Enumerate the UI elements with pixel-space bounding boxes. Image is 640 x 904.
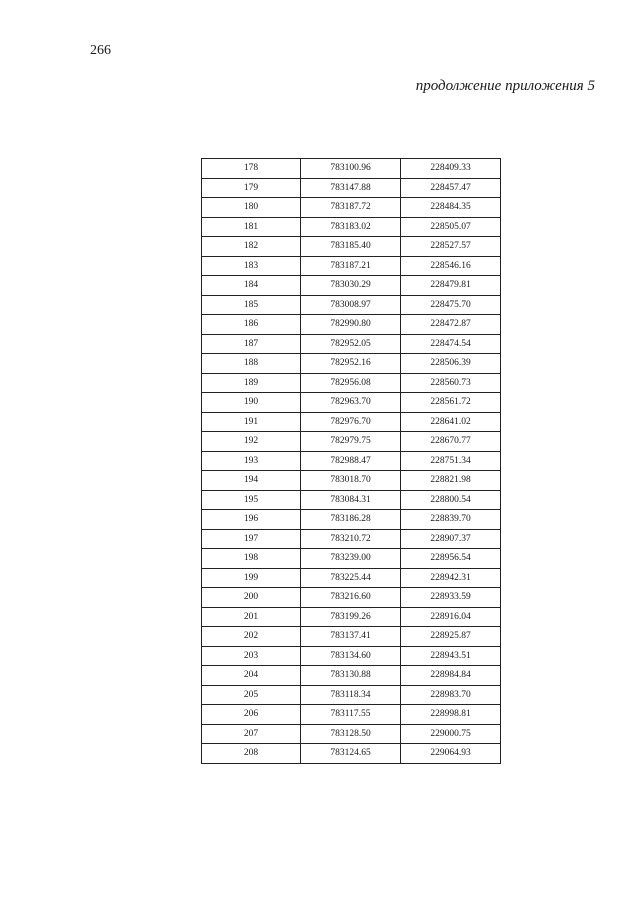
y-coordinate-cell: 228479.81 bbox=[401, 276, 501, 296]
point-number-cell: 185 bbox=[202, 295, 301, 315]
x-coordinate-cell: 782952.05 bbox=[301, 334, 401, 354]
y-coordinate-cell: 228800.54 bbox=[401, 490, 501, 510]
y-coordinate-cell: 228546.16 bbox=[401, 256, 501, 276]
y-coordinate-cell: 228925.87 bbox=[401, 627, 501, 647]
y-coordinate-cell: 228933.59 bbox=[401, 588, 501, 608]
table-row bbox=[202, 627, 501, 647]
point-number-cell: 203 bbox=[202, 646, 301, 666]
x-coordinate-cell: 783186.28 bbox=[301, 510, 401, 530]
x-coordinate-cell: 783018.70 bbox=[301, 471, 401, 491]
x-coordinate-cell: 782976.70 bbox=[301, 412, 401, 432]
point-number-cell: 195 bbox=[202, 490, 301, 510]
y-coordinate-cell: 228527.57 bbox=[401, 237, 501, 257]
table-row bbox=[202, 705, 501, 725]
table-row bbox=[202, 276, 501, 296]
x-coordinate-cell: 783216.60 bbox=[301, 588, 401, 608]
table-row bbox=[202, 315, 501, 335]
table-row bbox=[202, 373, 501, 393]
y-coordinate-cell: 228474.54 bbox=[401, 334, 501, 354]
y-coordinate-cell: 228472.87 bbox=[401, 315, 501, 335]
y-coordinate-cell: 228983.70 bbox=[401, 685, 501, 705]
x-coordinate-cell: 783128.50 bbox=[301, 724, 401, 744]
x-coordinate-cell: 783084.31 bbox=[301, 490, 401, 510]
point-number-cell: 202 bbox=[202, 627, 301, 647]
table-row bbox=[202, 510, 501, 530]
point-number-cell: 181 bbox=[202, 217, 301, 237]
y-coordinate-cell: 228561.72 bbox=[401, 393, 501, 413]
point-number-cell: 198 bbox=[202, 549, 301, 569]
y-coordinate-cell: 228907.37 bbox=[401, 529, 501, 549]
x-coordinate-cell: 782963.70 bbox=[301, 393, 401, 413]
point-number-cell: 190 bbox=[202, 393, 301, 413]
y-coordinate-cell: 228916.04 bbox=[401, 607, 501, 627]
y-coordinate-cell: 228839.70 bbox=[401, 510, 501, 530]
point-number-cell: 208 bbox=[202, 744, 301, 764]
point-number-cell: 196 bbox=[202, 510, 301, 530]
y-coordinate-cell: 228751.34 bbox=[401, 451, 501, 471]
table-row bbox=[202, 724, 501, 744]
x-coordinate-cell: 783134.60 bbox=[301, 646, 401, 666]
y-coordinate-cell: 228821.98 bbox=[401, 471, 501, 491]
point-number-cell: 187 bbox=[202, 334, 301, 354]
x-coordinate-cell: 783210.72 bbox=[301, 529, 401, 549]
point-number-cell: 183 bbox=[202, 256, 301, 276]
x-coordinate-cell: 783117.55 bbox=[301, 705, 401, 725]
point-number-cell: 193 bbox=[202, 451, 301, 471]
x-coordinate-cell: 783187.72 bbox=[301, 198, 401, 218]
table-row bbox=[202, 529, 501, 549]
table-row bbox=[202, 412, 501, 432]
table-row bbox=[202, 237, 501, 257]
x-coordinate-cell: 783137.41 bbox=[301, 627, 401, 647]
y-coordinate-cell: 228956.54 bbox=[401, 549, 501, 569]
point-number-cell: 180 bbox=[202, 198, 301, 218]
table-row bbox=[202, 646, 501, 666]
point-number-cell: 191 bbox=[202, 412, 301, 432]
table-row bbox=[202, 451, 501, 471]
x-coordinate-cell: 783030.29 bbox=[301, 276, 401, 296]
y-coordinate-cell: 229064.93 bbox=[401, 744, 501, 764]
point-number-cell: 207 bbox=[202, 724, 301, 744]
table-row bbox=[202, 568, 501, 588]
point-number-cell: 206 bbox=[202, 705, 301, 725]
y-coordinate-cell: 229000.75 bbox=[401, 724, 501, 744]
x-coordinate-cell: 782990.80 bbox=[301, 315, 401, 335]
table-row bbox=[202, 334, 501, 354]
point-number-cell: 182 bbox=[202, 237, 301, 257]
point-number-cell: 204 bbox=[202, 666, 301, 686]
x-coordinate-cell: 782952.16 bbox=[301, 354, 401, 374]
table-row bbox=[202, 685, 501, 705]
point-number-cell: 178 bbox=[202, 159, 301, 179]
page-number: 266 bbox=[90, 43, 111, 58]
table-row bbox=[202, 295, 501, 315]
point-number-cell: 205 bbox=[202, 685, 301, 705]
table-row bbox=[202, 666, 501, 686]
x-coordinate-cell: 783185.40 bbox=[301, 237, 401, 257]
table-row bbox=[202, 744, 501, 764]
table-row bbox=[202, 490, 501, 510]
table-row bbox=[202, 393, 501, 413]
point-number-cell: 184 bbox=[202, 276, 301, 296]
y-coordinate-cell: 228998.81 bbox=[401, 705, 501, 725]
y-coordinate-cell: 228475.70 bbox=[401, 295, 501, 315]
y-coordinate-cell: 228484.35 bbox=[401, 198, 501, 218]
x-coordinate-cell: 783100.96 bbox=[301, 159, 401, 179]
x-coordinate-cell: 783124.65 bbox=[301, 744, 401, 764]
x-coordinate-cell: 782979.75 bbox=[301, 432, 401, 452]
y-coordinate-cell: 228943.51 bbox=[401, 646, 501, 666]
x-coordinate-cell: 783147.88 bbox=[301, 178, 401, 198]
y-coordinate-cell: 228457.47 bbox=[401, 178, 501, 198]
point-number-cell: 199 bbox=[202, 568, 301, 588]
x-coordinate-cell: 783225.44 bbox=[301, 568, 401, 588]
point-number-cell: 197 bbox=[202, 529, 301, 549]
x-coordinate-cell: 783187.21 bbox=[301, 256, 401, 276]
appendix-continuation-note: продолжение приложения 5 bbox=[415, 78, 595, 94]
y-coordinate-cell: 228641.02 bbox=[401, 412, 501, 432]
table-row bbox=[202, 198, 501, 218]
x-coordinate-cell: 783008.97 bbox=[301, 295, 401, 315]
point-number-cell: 186 bbox=[202, 315, 301, 335]
x-coordinate-cell: 783118.34 bbox=[301, 685, 401, 705]
table-row bbox=[202, 354, 501, 374]
x-coordinate-cell: 783130.88 bbox=[301, 666, 401, 686]
point-number-cell: 189 bbox=[202, 373, 301, 393]
x-coordinate-cell: 783183.02 bbox=[301, 217, 401, 237]
point-number-cell: 201 bbox=[202, 607, 301, 627]
y-coordinate-cell: 228505.07 bbox=[401, 217, 501, 237]
table-row bbox=[202, 256, 501, 276]
y-coordinate-cell: 228984.84 bbox=[401, 666, 501, 686]
x-coordinate-cell: 783239.00 bbox=[301, 549, 401, 569]
table-row bbox=[202, 178, 501, 198]
table-row bbox=[202, 217, 501, 237]
x-coordinate-cell: 783199.26 bbox=[301, 607, 401, 627]
x-coordinate-cell: 782988.47 bbox=[301, 451, 401, 471]
table-row bbox=[202, 471, 501, 491]
table-row bbox=[202, 159, 501, 179]
y-coordinate-cell: 228670.77 bbox=[401, 432, 501, 452]
table-row bbox=[202, 432, 501, 452]
point-number-cell: 192 bbox=[202, 432, 301, 452]
point-number-cell: 179 bbox=[202, 178, 301, 198]
y-coordinate-cell: 228942.31 bbox=[401, 568, 501, 588]
coordinates-table bbox=[201, 158, 501, 764]
point-number-cell: 200 bbox=[202, 588, 301, 608]
x-coordinate-cell: 782956.08 bbox=[301, 373, 401, 393]
coordinates-table-body bbox=[202, 159, 501, 764]
y-coordinate-cell: 228506.39 bbox=[401, 354, 501, 374]
table-row bbox=[202, 549, 501, 569]
point-number-cell: 194 bbox=[202, 471, 301, 491]
y-coordinate-cell: 228409.33 bbox=[401, 159, 501, 179]
y-coordinate-cell: 228560.73 bbox=[401, 373, 501, 393]
table-row bbox=[202, 588, 501, 608]
point-number-cell: 188 bbox=[202, 354, 301, 374]
table-row bbox=[202, 607, 501, 627]
